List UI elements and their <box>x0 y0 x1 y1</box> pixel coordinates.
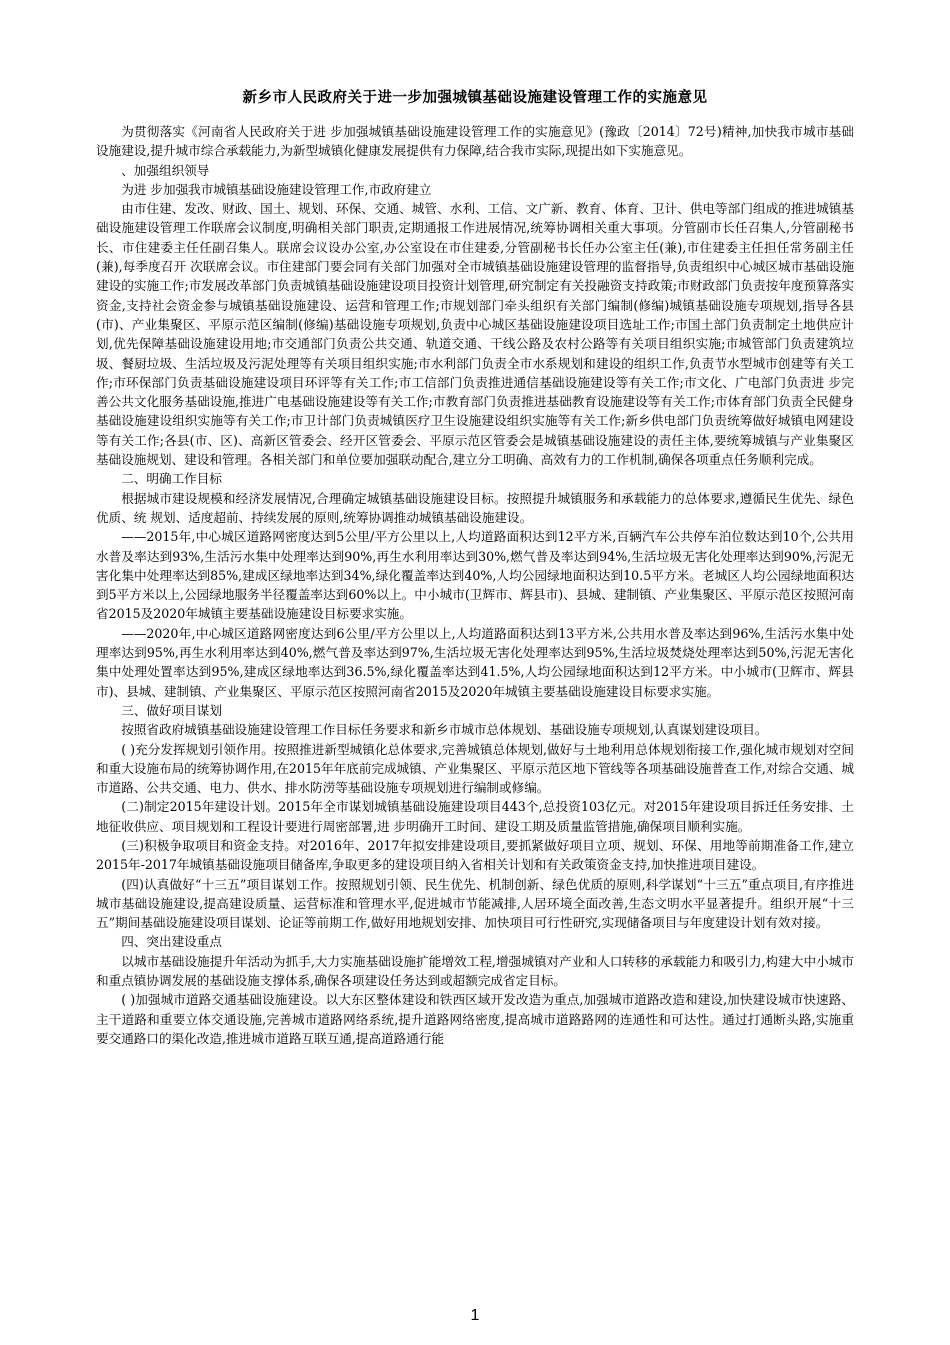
paragraph: (四)认真做好“十三五”项目谋划工作。按照规划引领、民生优先、机制创新、绿色优质的原则,科学谋划“十三五”重点项目,有序推进城市基础设施建设,提高建设质量、运营标准和管理水平,促进城市节能减排,人居环境全面改善,生态文明水平显著提升。组织开展“十三五”期间基础设施建设项目谋划、论证等前期工作,做好用地规划安排、加快项目可行性研究,实现储备项目与年度建设计划有效对接。 <box>96 876 854 931</box>
document-body <box>96 122 854 1048</box>
section-heading-3: 三、做好项目谋划 <box>121 702 222 718</box>
paragraph: 根据城市建设规模和经济发展情况,合理确定城镇基础设施建设目标。按照提升城镇服务和承载能力的总体要求,遵循民生优先、绿色优质、统 规划、适度超前、持续发展的原则,统筹协调推动城镇基础设施建设。 <box>96 490 854 525</box>
paragraph: ——2015年,中心城区道路网密度达到5公里/平方公里以上,人均道路面积达到12平方米,百辆汽车公共停车泊位数达到10个,公共用水普及率达到93%,生活污水集中处理率达到90%,再生水利用率达到30%,燃气普及率达到94%,生活垃圾无害化处理率达到90%,污泥无害化集中处理率达到85%,建成区绿地率达到34%,绿化覆盖率达到40%,人均公园绿地面积达到10.5平方米。老城区人均公园绿地面积达到5平方米以上,公园绿地服务半径覆盖率达到60%以上。中小城市(卫辉市、辉县市)、县城、建制镇、产业集聚区、平原示范区按照河南省2015及2020年城镇主要基础设施建设目标要求实施。 <box>96 529 854 622</box>
paragraph: 由市住建、发改、财政、国土、规划、环保、交通、城管、水利、工信、文广新、教育、体育、卫计、供电等部门组成的推进城镇基础设施建设管理工作联席会议制度,明确相关部门职责,定期通报工作进展情况,统筹协调相关重大事项。分管副市长任召集人,分管副秘书长、市住建委主任任副召集人。联席会议设办公室,办公室设在市住建委,分管副秘书长任办公室主任(兼),市住建委主任担任常务副主任(兼),每季度召开 次联席会议。市住建部门要会同有关部门加强对全市城镇基础设施建设管理的监督指导,负责组织中心城区城市基础设施建设的实施工作;市发展改革部门负责城镇基础设施建设项目投资计划管理,研究制定有关投融资支持政策;市财政部门负责按年度预算落实资金,支持社会资金参与城镇基础设施建设、运营和管理工作;市规划部门牵头组织有关部门编制(修编)城镇基础设施专项规划,指导各县(市)、产业集聚区、平原示范区编制(修编)基础设施专项规划,负责中心城区基础设施建设项目选址工作;市国土部门负责制定土地供应计划,优先保障基础设施建设用地;市交通部门负责公共交通、轨道交通、干线公路及农村公路等有关项目组织实施;市城管部门负责建筑垃圾、餐厨垃圾、生活垃圾及污泥处理等有关项目组织实施;市水利部门负责全市水系规划和建设的组织工作,负责节水型城市创建等有关工作;市环保部门负责基础设施建设项目环评等有关工作;市工信部门负责推进通信基础设施建设等有关工作;市文化、广电部门负责进 步完善公共文化服务基础设施,推进广电基础设施建设等有关工作;市教育部门负责推进基础教育设施建设等有关工作;市体育部门负责全民健身基础设施建设组织实施等有关工作;市卫计部门负责城镇医疗卫生设施建设组织实施等有关工作;新乡供电部门负责统筹做好城镇电网建设等有关工作;各县(市、区)、高新区管委会、经开区管委会、平原示范区管委会是城镇基础设施建设的责任主体,要统筹城镇与产业集聚区基础设施规划、建设和管理。各相关部门和单位要加强联动配合,建立分工明确、高效有力的工作机制,确保各项重点任务顺利完成。 <box>96 201 854 468</box>
section-heading-1: 、加强组织领导 <box>121 162 210 178</box>
section-heading-4: 四、突出建设重点 <box>121 934 222 950</box>
paragraph: (三)积极争取项目和资金支持。对2016年、2017年拟安排建设项目,要抓紧做好项目立项、规划、环保、用地等前期准备工作,建立2015年-2017年城镇基础设施项目储备库,争取更多的建设项目纳入省相关计划和有关政策资金支持,加快推进项目建设。 <box>96 837 854 873</box>
document-title: 新乡市人民政府关于进一步加强城镇基础设施建设管理工作的实施意见 <box>242 89 708 106</box>
paragraph: ( )加强城市道路交通基础设施建设。以大东区整体建设和铁西区域开发改造为重点,加强城市道路改造和建设,加快建设城市快速路、主干道路和重要立体交通设施,完善城市道路网络系统,提升道路网络密度,提高城市道路路网的连通性和可达性。通过打通断头路,实施重要交通路口的渠化改造,推进城市道路互联互通,提高道路通行能 <box>96 992 854 1046</box>
paragraph: ——2020年,中心城区道路网密度达到6公里/平方公里以上,人均道路面积达到13平方米,公共用水普及率达到96%,生活污水集中处理率达到95%,再生水利用率达到40%,燃气普及率达到97%,生活垃圾无害化处理率达到95%,生活垃圾焚烧处理率达到50%,污泥无害化集中处理处置率达到95%,建成区绿地率达到36.5%,绿化覆盖率达到41.5%,人均公园绿地面积达到12平方米。中小城市(卫辉市、辉县市)、县城、建制镇、产业集聚区、平原示范区按照河南省2015及2020年城镇主要基础设施建设目标要求实施。 <box>96 625 854 699</box>
paragraph: 为进 步加强我市城镇基础设施建设管理工作,市政府建立 <box>121 181 432 197</box>
paragraph: (二)制定2015年建设计划。2015年全市谋划城镇基础设施建设项目443个,总投资103亿元。对2015年建设项目拆迁任务安排、土地征收供应、项目规划和工程设计要进行周密部署,进 步明确开工时间、建设工期及质量监管措施,确保项目顺利实施。 <box>96 799 854 834</box>
paragraph: ( )充分发挥规划引领作用。按照推进新型城镇化总体要求,完善城镇总体规划,做好与土地利用总体规划衔接工作,强化城市规划对空间和重大设施布局的统筹协调作用,在2015年年底前完成城镇、产业集聚区、平原示范区地下管线等各项基础设施普查工作,对综合交通、城市道路、公共交通、电力、供水、排水防涝等基础设施专项规划进行编制或修编。 <box>96 741 854 796</box>
page-number: 1 <box>470 1307 480 1324</box>
section-heading-2: 二、明确工作目标 <box>121 471 222 487</box>
paragraph: 以城市基础设施提升年活动为抓手,大力实施基础设施扩能增效工程,增强城镇对产业和人口转移的承载能力和吸引力,构建大中小城市和重点镇协调发展的基础设施支撑体系,确保各项建设任务达到或超额完成省定目标。 <box>96 953 854 989</box>
paragraph-intro: 为贯彻落实《河南省人民政府关于进 步加强城镇基础设施建设管理工作的实施意见》(豫政〔2014〕72号)精神,加快我市城市基础设施建设,提升城市综合承载能力,为新型城镇化健康发展提供有力保障,结合我市实际,现提出如下实施意见。 <box>96 124 854 159</box>
paragraph: 按照省政府城镇基础设施建设管理工作目标任务要求和新乡市城市总体规划、基础设施专项规划,认真谋划建设项目。 <box>121 722 768 738</box>
